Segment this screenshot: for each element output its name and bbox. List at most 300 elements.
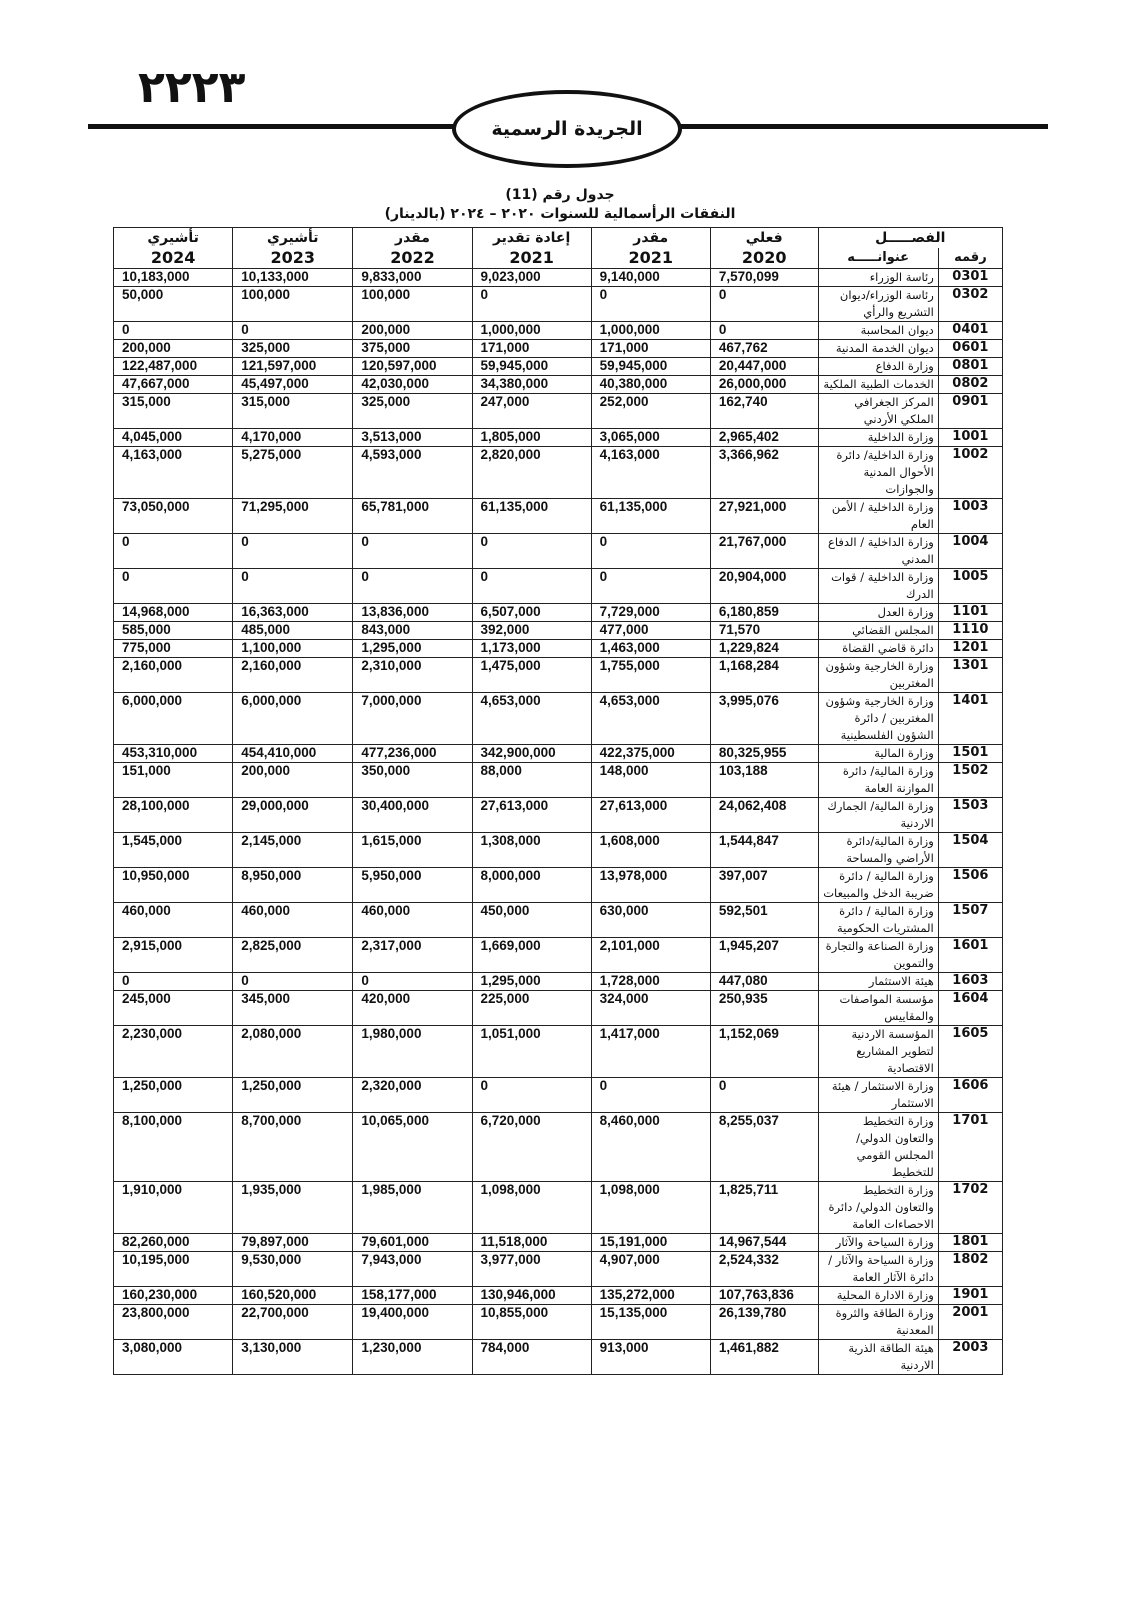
- cell-code: 1601: [938, 938, 1002, 973]
- cell-estimate-2021: 2,101,000: [591, 938, 710, 973]
- capital-expenditure-table: [113, 227, 1003, 1375]
- cell-indicative-2024: 47,667,000: [114, 376, 233, 394]
- cell-indicative-2023: 485,000: [233, 622, 353, 640]
- cell-estimate-2021: 40,380,000: [591, 376, 710, 394]
- cell-re-estimate-2021: 61,135,000: [472, 499, 591, 534]
- cell-indicative-2024: 4,163,000: [114, 447, 233, 499]
- cell-code: 0802: [938, 376, 1002, 394]
- cell-name: وزارة المالية/ الجمارك الاردنية: [818, 798, 938, 833]
- cell-name: وزارة الادارة المحلية: [818, 1287, 938, 1305]
- cell-indicative-2024: 0: [114, 322, 233, 340]
- cell-actual-2020: 1,168,284: [710, 658, 818, 693]
- gazette-masthead: [452, 90, 682, 168]
- cell-re-estimate-2021: 27,613,000: [472, 798, 591, 833]
- cell-estimate-2022: 13,836,000: [353, 604, 472, 622]
- cell-code: 1503: [938, 798, 1002, 833]
- cell-estimate-2021: 0: [591, 1078, 710, 1113]
- cell-actual-2020: 21,767,000: [710, 534, 818, 569]
- cell-indicative-2023: 4,170,000: [233, 429, 353, 447]
- cell-code: 0601: [938, 340, 1002, 358]
- cell-code: 1002: [938, 447, 1002, 499]
- cell-re-estimate-2021: 130,946,000: [472, 1287, 591, 1305]
- cell-estimate-2022: 420,000: [353, 991, 472, 1026]
- cell-re-estimate-2021: 0: [472, 534, 591, 569]
- cell-estimate-2022: 1,985,000: [353, 1182, 472, 1234]
- cell-indicative-2024: 160,230,000: [114, 1287, 233, 1305]
- cell-estimate-2022: 1,230,000: [353, 1340, 472, 1375]
- cell-estimate-2021: 13,978,000: [591, 868, 710, 903]
- cell-code: 1005: [938, 569, 1002, 604]
- table-row: [114, 973, 1003, 991]
- cell-estimate-2022: 120,597,000: [353, 358, 472, 376]
- cell-re-estimate-2021: 4,653,000: [472, 693, 591, 745]
- cell-estimate-2021: 477,000: [591, 622, 710, 640]
- cell-estimate-2022: 1,615,000: [353, 833, 472, 868]
- table-row: [114, 499, 1003, 534]
- cell-actual-2020: 1,229,824: [710, 640, 818, 658]
- table-row: [114, 269, 1003, 287]
- cell-code: 1604: [938, 991, 1002, 1026]
- cell-re-estimate-2021: 1,669,000: [472, 938, 591, 973]
- cell-actual-2020: 14,967,544: [710, 1234, 818, 1252]
- cell-indicative-2023: 1,935,000: [233, 1182, 353, 1234]
- cell-code: 1501: [938, 745, 1002, 763]
- cell-actual-2020: 20,904,000: [710, 569, 818, 604]
- cell-actual-2020: 467,762: [710, 340, 818, 358]
- cell-estimate-2021: 4,653,000: [591, 693, 710, 745]
- cell-estimate-2022: 2,317,000: [353, 938, 472, 973]
- cell-indicative-2023: 71,295,000: [233, 499, 353, 534]
- header-actual: فعلي: [710, 228, 818, 249]
- cell-name: المؤسسة الاردنية لتطوير المشاريع الاقتصادية: [818, 1026, 938, 1078]
- cell-actual-2020: 1,152,069: [710, 1026, 818, 1078]
- cell-name: ديوان المحاسبة: [818, 322, 938, 340]
- header-year-2022: 2022: [353, 248, 472, 269]
- table-row: [114, 322, 1003, 340]
- cell-re-estimate-2021: 59,945,000: [472, 358, 591, 376]
- cell-estimate-2022: 65,781,000: [353, 499, 472, 534]
- cell-re-estimate-2021: 10,855,000: [472, 1305, 591, 1340]
- cell-indicative-2023: 454,410,000: [233, 745, 353, 763]
- table-row: [114, 340, 1003, 358]
- cell-estimate-2022: 7,943,000: [353, 1252, 472, 1287]
- cell-re-estimate-2021: 0: [472, 287, 591, 322]
- header-chapter: الفصـــــل: [818, 228, 1002, 249]
- cell-indicative-2023: 100,000: [233, 287, 353, 322]
- cell-estimate-2021: 0: [591, 287, 710, 322]
- table-row: [114, 1340, 1003, 1375]
- cell-actual-2020: 0: [710, 287, 818, 322]
- cell-indicative-2023: 1,100,000: [233, 640, 353, 658]
- cell-estimate-2022: 0: [353, 569, 472, 604]
- table-row: [114, 1078, 1003, 1113]
- cell-re-estimate-2021: 171,000: [472, 340, 591, 358]
- cell-estimate-2022: 477,236,000: [353, 745, 472, 763]
- table-row: [114, 763, 1003, 798]
- header-year-2023: 2023: [233, 248, 353, 269]
- cell-actual-2020: 1,825,711: [710, 1182, 818, 1234]
- cell-estimate-2022: 0: [353, 534, 472, 569]
- cell-estimate-2022: 0: [353, 973, 472, 991]
- cell-estimate-2022: 100,000: [353, 287, 472, 322]
- cell-re-estimate-2021: 1,000,000: [472, 322, 591, 340]
- cell-name: وزارة الدفاع: [818, 358, 938, 376]
- cell-code: 1901: [938, 1287, 1002, 1305]
- cell-re-estimate-2021: 1,051,000: [472, 1026, 591, 1078]
- table-row: [114, 287, 1003, 322]
- cell-estimate-2021: 1,098,000: [591, 1182, 710, 1234]
- cell-estimate-2021: 324,000: [591, 991, 710, 1026]
- table-row: [114, 1287, 1003, 1305]
- cell-actual-2020: 7,570,099: [710, 269, 818, 287]
- cell-estimate-2022: 42,030,000: [353, 376, 472, 394]
- cell-code: 1605: [938, 1026, 1002, 1078]
- cell-indicative-2024: 10,183,000: [114, 269, 233, 287]
- cell-actual-2020: 2,524,332: [710, 1252, 818, 1287]
- cell-re-estimate-2021: 6,507,000: [472, 604, 591, 622]
- cell-indicative-2024: 151,000: [114, 763, 233, 798]
- cell-code: 1701: [938, 1113, 1002, 1182]
- cell-indicative-2024: 23,800,000: [114, 1305, 233, 1340]
- cell-indicative-2024: 73,050,000: [114, 499, 233, 534]
- cell-name: هيئة الاستثمار: [818, 973, 938, 991]
- cell-name: وزارة السياحة والآثار / دائرة الآثار العامة: [818, 1252, 938, 1287]
- cell-estimate-2022: 5,950,000: [353, 868, 472, 903]
- cell-estimate-2021: 8,460,000: [591, 1113, 710, 1182]
- cell-indicative-2023: 345,000: [233, 991, 353, 1026]
- cell-estimate-2022: 843,000: [353, 622, 472, 640]
- cell-indicative-2023: 79,897,000: [233, 1234, 353, 1252]
- cell-name: ديوان الخدمة المدنية: [818, 340, 938, 358]
- cell-estimate-2022: 79,601,000: [353, 1234, 472, 1252]
- cell-code: 0801: [938, 358, 1002, 376]
- cell-indicative-2023: 1,250,000: [233, 1078, 353, 1113]
- cell-indicative-2024: 50,000: [114, 287, 233, 322]
- cell-estimate-2022: 325,000: [353, 394, 472, 429]
- gazette-title: الجريدة الرسمية: [491, 118, 643, 140]
- cell-name: رئاسة الوزراء/ديوان التشريع والرأي: [818, 287, 938, 322]
- cell-indicative-2024: 82,260,000: [114, 1234, 233, 1252]
- cell-estimate-2021: 1,463,000: [591, 640, 710, 658]
- cell-estimate-2021: 913,000: [591, 1340, 710, 1375]
- cell-name: وزارة المالية: [818, 745, 938, 763]
- cell-name: وزارة السياحة والآثار: [818, 1234, 938, 1252]
- cell-estimate-2022: 30,400,000: [353, 798, 472, 833]
- cell-indicative-2024: 6,000,000: [114, 693, 233, 745]
- cell-estimate-2021: 422,375,000: [591, 745, 710, 763]
- cell-actual-2020: 1,461,882: [710, 1340, 818, 1375]
- cell-indicative-2023: 2,825,000: [233, 938, 353, 973]
- cell-name: مؤسسة المواصفات والمقاييس: [818, 991, 938, 1026]
- cell-estimate-2022: 4,593,000: [353, 447, 472, 499]
- cell-estimate-2021: 3,065,000: [591, 429, 710, 447]
- header-row-top: [114, 228, 1003, 249]
- cell-indicative-2023: 0: [233, 973, 353, 991]
- cell-indicative-2023: 0: [233, 322, 353, 340]
- table-row: [114, 1234, 1003, 1252]
- cell-indicative-2024: 0: [114, 973, 233, 991]
- table-row: [114, 604, 1003, 622]
- cell-re-estimate-2021: 8,000,000: [472, 868, 591, 903]
- cell-code: 1201: [938, 640, 1002, 658]
- cell-estimate-2021: 15,135,000: [591, 1305, 710, 1340]
- header-title: عنوانـــــه: [818, 248, 938, 269]
- cell-estimate-2021: 15,191,000: [591, 1234, 710, 1252]
- cell-estimate-2022: 1,295,000: [353, 640, 472, 658]
- cell-indicative-2023: 0: [233, 569, 353, 604]
- cell-actual-2020: 397,007: [710, 868, 818, 903]
- cell-indicative-2023: 5,275,000: [233, 447, 353, 499]
- cell-name: وزارة الصناعة والتجارة والتموين: [818, 938, 938, 973]
- cell-re-estimate-2021: 784,000: [472, 1340, 591, 1375]
- cell-re-estimate-2021: 1,098,000: [472, 1182, 591, 1234]
- table-row: [114, 569, 1003, 604]
- cell-actual-2020: 6,180,859: [710, 604, 818, 622]
- table-row: [114, 534, 1003, 569]
- cell-estimate-2021: 0: [591, 534, 710, 569]
- table-subtitle: النفقات الرأسمالية للسنوات ٢٠٢٠ – ٢٠٢٤ (بالدينار): [384, 206, 736, 222]
- cell-indicative-2024: 10,950,000: [114, 868, 233, 903]
- cell-re-estimate-2021: 0: [472, 569, 591, 604]
- cell-estimate-2021: 1,755,000: [591, 658, 710, 693]
- cell-name: وزارة الداخلية: [818, 429, 938, 447]
- cell-indicative-2023: 460,000: [233, 903, 353, 938]
- cell-name: وزارة التخطيط والتعاون الدولي/ المجلس القومي للتخطيط: [818, 1113, 938, 1182]
- cell-indicative-2024: 0: [114, 569, 233, 604]
- header-estimate-2022: مقدر: [353, 228, 472, 249]
- cell-indicative-2023: 22,700,000: [233, 1305, 353, 1340]
- cell-indicative-2023: 8,950,000: [233, 868, 353, 903]
- cell-name: وزارة الخارجية وشؤون المغتربين / دائرة الشؤون الفلسطينية: [818, 693, 938, 745]
- cell-indicative-2024: 4,045,000: [114, 429, 233, 447]
- header-row-bottom: [114, 248, 1003, 269]
- cell-actual-2020: 447,080: [710, 973, 818, 991]
- table-row: [114, 903, 1003, 938]
- cell-name: وزارة الطاقة والثروة المعدنية: [818, 1305, 938, 1340]
- cell-code: 1110: [938, 622, 1002, 640]
- cell-re-estimate-2021: 1,295,000: [472, 973, 591, 991]
- table-row: [114, 394, 1003, 429]
- cell-re-estimate-2021: 3,977,000: [472, 1252, 591, 1287]
- table-row: [114, 1026, 1003, 1078]
- cell-estimate-2022: 19,400,000: [353, 1305, 472, 1340]
- cell-re-estimate-2021: 2,820,000: [472, 447, 591, 499]
- header-re-estimate: إعادة تقدير: [472, 228, 591, 249]
- cell-name: المركز الجغرافي الملكي الأردني: [818, 394, 938, 429]
- cell-indicative-2024: 2,160,000: [114, 658, 233, 693]
- cell-code: 1401: [938, 693, 1002, 745]
- cell-actual-2020: 80,325,955: [710, 745, 818, 763]
- cell-name: دائرة قاضي القضاة: [818, 640, 938, 658]
- cell-indicative-2023: 2,160,000: [233, 658, 353, 693]
- cell-actual-2020: 162,740: [710, 394, 818, 429]
- cell-re-estimate-2021: 0: [472, 1078, 591, 1113]
- cell-estimate-2021: 1,000,000: [591, 322, 710, 340]
- cell-actual-2020: 250,935: [710, 991, 818, 1026]
- cell-indicative-2023: 9,530,000: [233, 1252, 353, 1287]
- cell-indicative-2023: 0: [233, 534, 353, 569]
- cell-re-estimate-2021: 6,720,000: [472, 1113, 591, 1182]
- cell-actual-2020: 71,570: [710, 622, 818, 640]
- cell-indicative-2024: 1,250,000: [114, 1078, 233, 1113]
- cell-name: رئاسة الوزراء: [818, 269, 938, 287]
- table-row: [114, 938, 1003, 973]
- cell-estimate-2021: 27,613,000: [591, 798, 710, 833]
- cell-actual-2020: 592,501: [710, 903, 818, 938]
- table-row: [114, 1113, 1003, 1182]
- cell-indicative-2024: 1,545,000: [114, 833, 233, 868]
- cell-re-estimate-2021: 9,023,000: [472, 269, 591, 287]
- cell-estimate-2021: 0: [591, 569, 710, 604]
- cell-code: 0401: [938, 322, 1002, 340]
- table-row: [114, 745, 1003, 763]
- cell-name: وزارة الداخلية/ دائرة الأحوال المدنية والجوازات: [818, 447, 938, 499]
- header-code: رقمه: [938, 248, 1002, 269]
- cell-name: وزارة الخارجية وشؤون المغتربين: [818, 658, 938, 693]
- cell-actual-2020: 20,447,000: [710, 358, 818, 376]
- cell-code: 1702: [938, 1182, 1002, 1234]
- cell-estimate-2022: 10,065,000: [353, 1113, 472, 1182]
- cell-indicative-2024: 2,230,000: [114, 1026, 233, 1078]
- cell-actual-2020: 103,188: [710, 763, 818, 798]
- cell-actual-2020: 107,763,836: [710, 1287, 818, 1305]
- table-row: [114, 833, 1003, 868]
- cell-name: وزارة المالية / دائرة المشتريات الحكومية: [818, 903, 938, 938]
- cell-actual-2020: 3,995,076: [710, 693, 818, 745]
- cell-indicative-2024: 2,915,000: [114, 938, 233, 973]
- page-number: ٢٢٢٣: [138, 62, 246, 113]
- cell-actual-2020: 26,139,780: [710, 1305, 818, 1340]
- cell-code: 0302: [938, 287, 1002, 322]
- cell-code: 1001: [938, 429, 1002, 447]
- cell-estimate-2021: 1,608,000: [591, 833, 710, 868]
- cell-code: 0301: [938, 269, 1002, 287]
- cell-re-estimate-2021: 11,518,000: [472, 1234, 591, 1252]
- cell-re-estimate-2021: 88,000: [472, 763, 591, 798]
- table-title: جدول رقم (11): [505, 187, 615, 203]
- cell-estimate-2021: 7,729,000: [591, 604, 710, 622]
- header-indicative-2024: تأشيري: [114, 228, 233, 249]
- cell-estimate-2021: 59,945,000: [591, 358, 710, 376]
- cell-actual-2020: 0: [710, 322, 818, 340]
- cell-code: 1504: [938, 833, 1002, 868]
- cell-estimate-2022: 460,000: [353, 903, 472, 938]
- cell-code: 1603: [938, 973, 1002, 991]
- cell-estimate-2022: 7,000,000: [353, 693, 472, 745]
- cell-indicative-2024: 453,310,000: [114, 745, 233, 763]
- table-row: [114, 1252, 1003, 1287]
- cell-indicative-2023: 3,130,000: [233, 1340, 353, 1375]
- cell-indicative-2023: 2,145,000: [233, 833, 353, 868]
- cell-indicative-2024: 28,100,000: [114, 798, 233, 833]
- table-row: [114, 376, 1003, 394]
- cell-code: 1301: [938, 658, 1002, 693]
- cell-code: 1506: [938, 868, 1002, 903]
- cell-actual-2020: 3,366,962: [710, 447, 818, 499]
- header-estimate-2021: مقدر: [591, 228, 710, 249]
- cell-indicative-2023: 45,497,000: [233, 376, 353, 394]
- cell-name: وزارة الداخلية / الأمن العام: [818, 499, 938, 534]
- cell-re-estimate-2021: 450,000: [472, 903, 591, 938]
- header-year-2021-re-estimate: 2021: [472, 248, 591, 269]
- table-row: [114, 429, 1003, 447]
- cell-indicative-2024: 10,195,000: [114, 1252, 233, 1287]
- cell-code: 1502: [938, 763, 1002, 798]
- cell-estimate-2021: 1,417,000: [591, 1026, 710, 1078]
- table-row: [114, 1305, 1003, 1340]
- cell-code: 1606: [938, 1078, 1002, 1113]
- cell-actual-2020: 1,544,847: [710, 833, 818, 868]
- cell-indicative-2024: 14,968,000: [114, 604, 233, 622]
- cell-indicative-2024: 1,910,000: [114, 1182, 233, 1234]
- cell-actual-2020: 0: [710, 1078, 818, 1113]
- cell-indicative-2023: 315,000: [233, 394, 353, 429]
- cell-name: وزارة الداخلية / قوات الدرك: [818, 569, 938, 604]
- table-row: [114, 658, 1003, 693]
- cell-estimate-2022: 2,310,000: [353, 658, 472, 693]
- cell-indicative-2023: 8,700,000: [233, 1113, 353, 1182]
- cell-estimate-2022: 200,000: [353, 322, 472, 340]
- cell-re-estimate-2021: 247,000: [472, 394, 591, 429]
- cell-indicative-2024: 122,487,000: [114, 358, 233, 376]
- cell-indicative-2024: 775,000: [114, 640, 233, 658]
- cell-re-estimate-2021: 34,380,000: [472, 376, 591, 394]
- cell-estimate-2021: 61,135,000: [591, 499, 710, 534]
- cell-code: 0901: [938, 394, 1002, 429]
- cell-indicative-2023: 16,363,000: [233, 604, 353, 622]
- cell-indicative-2023: 2,080,000: [233, 1026, 353, 1078]
- cell-indicative-2024: 3,080,000: [114, 1340, 233, 1375]
- header-indicative-2023: تأشيري: [233, 228, 353, 249]
- cell-indicative-2024: 585,000: [114, 622, 233, 640]
- table-body: [114, 269, 1003, 1375]
- cell-estimate-2022: 2,320,000: [353, 1078, 472, 1113]
- cell-indicative-2023: 160,520,000: [233, 1287, 353, 1305]
- cell-actual-2020: 24,062,408: [710, 798, 818, 833]
- cell-indicative-2024: 460,000: [114, 903, 233, 938]
- cell-estimate-2021: 9,140,000: [591, 269, 710, 287]
- table-row: [114, 640, 1003, 658]
- cell-name: وزارة العدل: [818, 604, 938, 622]
- cell-code: 1507: [938, 903, 1002, 938]
- cell-estimate-2021: 135,272,000: [591, 1287, 710, 1305]
- cell-estimate-2021: 4,907,000: [591, 1252, 710, 1287]
- cell-code: 1802: [938, 1252, 1002, 1287]
- cell-indicative-2023: 325,000: [233, 340, 353, 358]
- cell-estimate-2021: 171,000: [591, 340, 710, 358]
- table-row: [114, 358, 1003, 376]
- cell-estimate-2021: 252,000: [591, 394, 710, 429]
- table-row: [114, 868, 1003, 903]
- cell-estimate-2021: 1,728,000: [591, 973, 710, 991]
- cell-indicative-2024: 245,000: [114, 991, 233, 1026]
- cell-name: هيئة الطاقة الذرية الاردنية: [818, 1340, 938, 1375]
- header-year-2021-estimate: 2021: [591, 248, 710, 269]
- cell-actual-2020: 26,000,000: [710, 376, 818, 394]
- cell-indicative-2023: 29,000,000: [233, 798, 353, 833]
- cell-estimate-2022: 3,513,000: [353, 429, 472, 447]
- table-row: [114, 991, 1003, 1026]
- cell-code: 2001: [938, 1305, 1002, 1340]
- cell-estimate-2022: 350,000: [353, 763, 472, 798]
- cell-re-estimate-2021: 1,308,000: [472, 833, 591, 868]
- cell-re-estimate-2021: 392,000: [472, 622, 591, 640]
- cell-estimate-2021: 630,000: [591, 903, 710, 938]
- cell-re-estimate-2021: 1,173,000: [472, 640, 591, 658]
- cell-re-estimate-2021: 1,805,000: [472, 429, 591, 447]
- cell-re-estimate-2021: 1,475,000: [472, 658, 591, 693]
- cell-estimate-2021: 148,000: [591, 763, 710, 798]
